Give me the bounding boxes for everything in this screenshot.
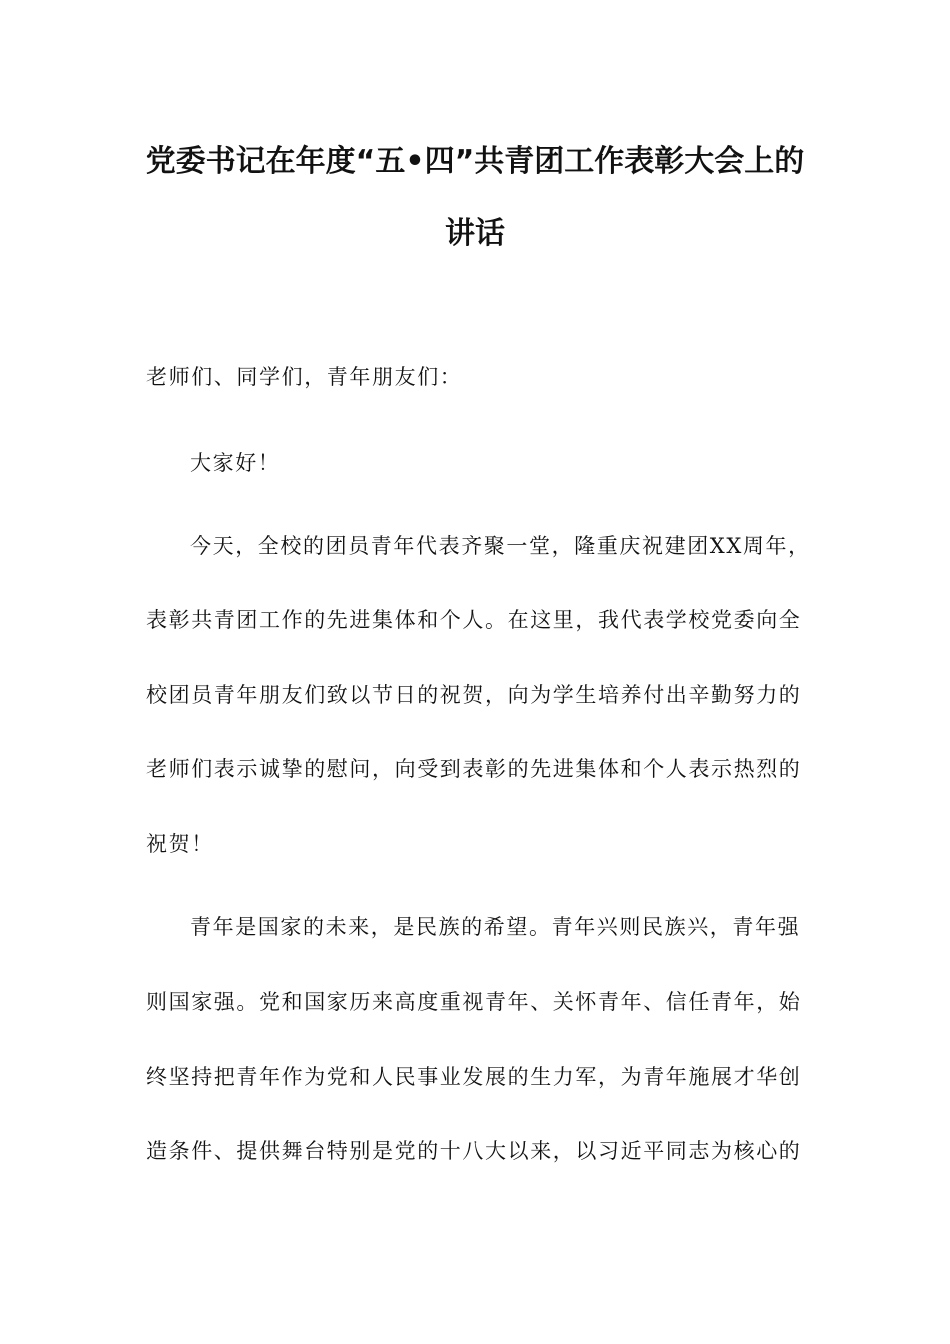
paragraph-2-line-3: 终坚持把青年作为党和人民事业发展的生力军，为青年施展才华创: [146, 1065, 802, 1089]
paragraph-1-line-3: 校团员青年朋友们致以节日的祝贺，向为学生培养付出辛勤努力的: [146, 683, 802, 707]
document-title-line-1: 党委书记在年度“五•四”共青团工作表彰大会上的: [145, 144, 805, 179]
paragraph-2-line-1: 青年是国家的未来，是民族的希望。青年兴则民族兴，青年强: [190, 915, 801, 939]
paragraph-2-line-2: 则国家强。党和国家历来高度重视青年、关怀青年、信任青年，始: [146, 990, 802, 1014]
paragraph-1-line-4: 老师们表示诚挚的慰问，向受到表彰的先进集体和个人表示热烈的: [146, 757, 802, 781]
document-title-line-2: 讲话: [445, 216, 505, 251]
salutation: 老师们、同学们，青年朋友们：: [146, 365, 463, 389]
paragraph-1-line-1: 今天，全校的团员青年代表齐聚一堂，隆重庆祝建团XX周年，: [190, 534, 811, 558]
paragraph-1-line-5: 祝贺！: [146, 832, 214, 856]
paragraph-2-line-4: 造条件、提供舞台特别是党的十八大以来，以习近平同志为核心的: [146, 1139, 802, 1163]
greeting: 大家好！: [190, 451, 281, 475]
paragraph-1-line-2: 表彰共青团工作的先进集体和个人。在这里，我代表学校党委向全: [146, 608, 802, 632]
